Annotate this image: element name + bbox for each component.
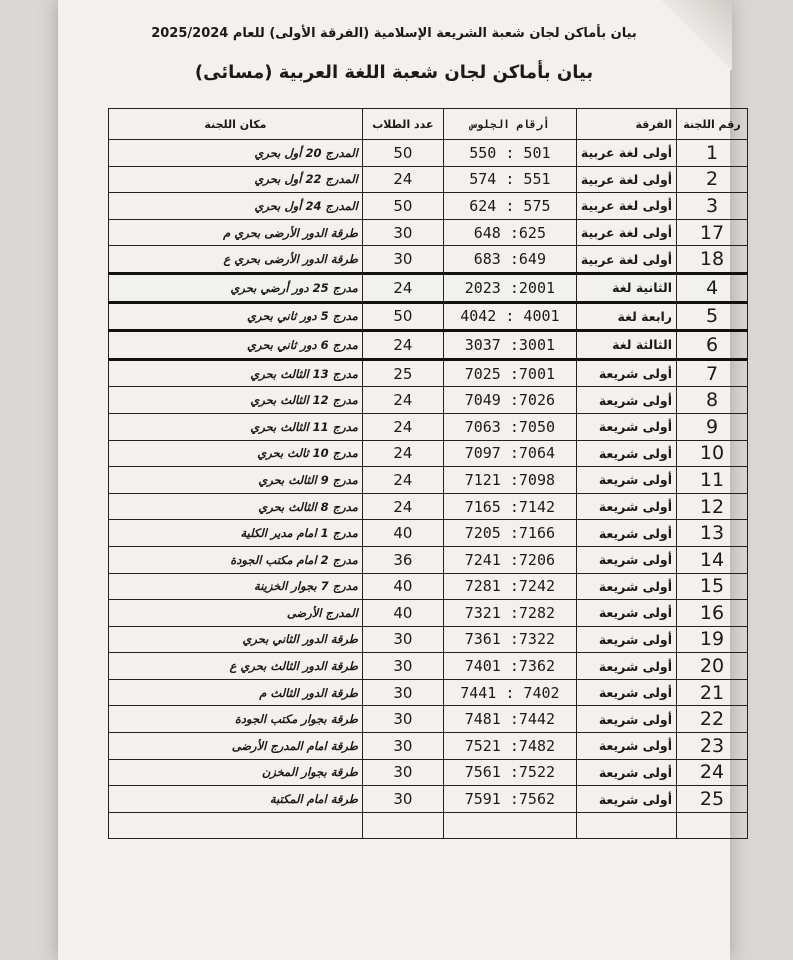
table-row	[109, 653, 748, 680]
table-row	[109, 440, 748, 467]
empty-cell	[443, 812, 576, 839]
location-cell: طرقة الدور الثالث بحري ع	[109, 653, 363, 680]
committee-number-cell: 5	[677, 302, 748, 331]
division-cell: أولى لغة عربية	[576, 166, 676, 193]
committee-number-cell: 6	[677, 331, 748, 360]
seat-numbers-cell: 7001: 7025	[443, 359, 576, 387]
col-header-division: الفرقة	[576, 109, 676, 140]
committee-number-cell: 7	[677, 359, 748, 387]
location-cell: طرقة امام المدرج الأرضى	[109, 733, 363, 760]
committee-number-cell: 9	[677, 413, 748, 440]
seat-numbers-cell: 4001 : 4042	[443, 302, 576, 331]
student-count-cell: 24	[362, 387, 443, 414]
seat-numbers-cell: 575 : 624	[443, 193, 576, 220]
committee-number-cell: 23	[677, 733, 748, 760]
table-row	[109, 413, 748, 440]
location-cell: طرقة الدور الثالث م	[109, 679, 363, 706]
table-row	[109, 626, 748, 653]
committee-number-cell: 24	[677, 759, 748, 786]
table-row	[109, 520, 748, 547]
location-cell: مدرج 9 الثالث بحري	[109, 467, 363, 494]
table-row	[109, 166, 748, 193]
student-count-cell: 30	[362, 626, 443, 653]
document-subtitle: بيان بأماكن لجان شعبة اللغة العربية (مسائى)	[194, 62, 594, 83]
col-header-location: مكان اللجنة	[109, 109, 363, 140]
table-row	[109, 600, 748, 627]
division-cell: أولى شريعة	[576, 359, 676, 387]
division-cell: أولى لغة عربية	[576, 219, 676, 246]
location-cell: مدرج 5 دور ثاني بحري	[109, 302, 363, 331]
seat-numbers-cell: 7050: 7063	[443, 413, 576, 440]
committee-number-cell: 15	[677, 573, 748, 600]
division-cell: أولى لغة عربية	[576, 246, 676, 274]
col-header-committee-number: رقم اللجنة	[677, 109, 748, 140]
division-cell: أولى شريعة	[576, 440, 676, 467]
student-count-cell: 50	[362, 140, 443, 167]
table-header-row	[109, 109, 748, 140]
table-row	[109, 193, 748, 220]
division-cell: أولى شريعة	[576, 733, 676, 760]
division-cell: أولى شريعة	[576, 759, 676, 786]
location-cell: المدرج 22 أول بحري	[109, 166, 363, 193]
seat-numbers-cell: 7206: 7241	[443, 546, 576, 573]
seat-numbers-cell: 7242: 7281	[443, 573, 576, 600]
division-cell: أولى شريعة	[576, 573, 676, 600]
committee-number-cell: 17	[677, 219, 748, 246]
division-cell: أولى شريعة	[576, 600, 676, 627]
table-row	[109, 733, 748, 760]
seat-numbers-cell: 7522: 7561	[443, 759, 576, 786]
committee-number-cell: 13	[677, 520, 748, 547]
committee-number-cell: 10	[677, 440, 748, 467]
division-cell: رابعة لغة	[576, 302, 676, 331]
location-cell: طرقة بجوار المخزن	[109, 759, 363, 786]
table-row	[109, 546, 748, 573]
student-count-cell: 30	[362, 246, 443, 274]
table-row	[109, 467, 748, 494]
table-row	[109, 786, 748, 813]
document-title: بيان بأماكن لجان شعبة الشريعة الإسلامية (الفرقة الأولى) للعام 2025/2024	[151, 26, 637, 41]
empty-cell	[576, 812, 676, 839]
seat-numbers-cell: 7026: 7049	[443, 387, 576, 414]
table-row	[109, 246, 748, 274]
division-cell: أولى شريعة	[576, 786, 676, 813]
student-count-cell: 30	[362, 706, 443, 733]
table-row	[109, 387, 748, 414]
document-page	[58, 0, 741, 960]
committee-number-cell: 4	[677, 273, 748, 302]
location-cell: طرقة الدور الأرضى بحري ع	[109, 246, 363, 274]
committee-number-cell: 8	[677, 387, 748, 414]
student-count-cell: 50	[362, 193, 443, 220]
location-cell: طرقة بجوار مكتب الجودة	[109, 706, 363, 733]
empty-cell	[677, 812, 748, 839]
location-cell: مدرج 10 ثالث بحري	[109, 440, 363, 467]
division-cell: أولى شريعة	[576, 520, 676, 547]
seat-numbers-cell: 7064: 7097	[443, 440, 576, 467]
student-count-cell: 24	[362, 467, 443, 494]
location-cell: مدرج 7 بجوار الخزينة	[109, 573, 363, 600]
location-cell: مدرج 2 امام مكتب الجودة	[109, 546, 363, 573]
seat-numbers-cell: 2001: 2023	[443, 273, 576, 302]
seat-numbers-cell: 7282: 7321	[443, 600, 576, 627]
student-count-cell: 50	[362, 302, 443, 331]
empty-cell	[362, 812, 443, 839]
student-count-cell: 25	[362, 359, 443, 387]
division-cell: أولى شريعة	[576, 706, 676, 733]
division-cell: أولى شريعة	[576, 387, 676, 414]
table-row	[109, 331, 748, 360]
student-count-cell: 30	[362, 653, 443, 680]
seat-numbers-cell: 501 : 550	[443, 140, 576, 167]
student-count-cell: 30	[362, 733, 443, 760]
empty-row	[109, 812, 748, 839]
committee-number-cell: 19	[677, 626, 748, 653]
seat-numbers-cell: 551 : 574	[443, 166, 576, 193]
committee-number-cell: 11	[677, 467, 748, 494]
location-cell: مدرج 6 دور ثاني بحري	[109, 331, 363, 360]
table-row	[109, 219, 748, 246]
location-cell: مدرج 25 دور أرضي بحري	[109, 273, 363, 302]
committee-number-cell: 16	[677, 600, 748, 627]
table-row	[109, 359, 748, 387]
table-row	[109, 302, 748, 331]
committee-number-cell: 1	[677, 140, 748, 167]
committee-number-cell: 12	[677, 493, 748, 520]
division-cell: أولى شريعة	[576, 467, 676, 494]
seat-numbers-cell: 7098: 7121	[443, 467, 576, 494]
seat-numbers-cell: 7166: 7205	[443, 520, 576, 547]
col-header-student-count: عدد الطلاب	[362, 109, 443, 140]
seat-numbers-cell: 3001: 3037	[443, 331, 576, 360]
seat-numbers-cell: 7362: 7401	[443, 653, 576, 680]
location-cell: طرقة الدور الأرضى بحري م	[109, 219, 363, 246]
location-cell: طرقة امام المكتبة	[109, 786, 363, 813]
committee-number-cell: 3	[677, 193, 748, 220]
committee-number-cell: 2	[677, 166, 748, 193]
col-header-seat-numbers: أرقام الجلوس	[443, 109, 576, 140]
location-cell: مدرج 13 الثالث بحري	[109, 359, 363, 387]
student-count-cell: 40	[362, 600, 443, 627]
location-cell: المدرج 24 أول بحري	[109, 193, 363, 220]
division-cell: أولى شريعة	[576, 493, 676, 520]
student-count-cell: 30	[362, 219, 443, 246]
student-count-cell: 24	[362, 413, 443, 440]
student-count-cell: 30	[362, 679, 443, 706]
seat-numbers-cell: 7142: 7165	[443, 493, 576, 520]
division-cell: الثانية لغة	[576, 273, 676, 302]
committees-table	[108, 108, 748, 839]
student-count-cell: 24	[362, 440, 443, 467]
division-cell: أولى لغة عربية	[576, 140, 676, 167]
table-row	[109, 493, 748, 520]
location-cell: طرقة الدور الثاني بحري	[109, 626, 363, 653]
seat-numbers-cell: 649: 683	[443, 246, 576, 274]
committee-number-cell: 22	[677, 706, 748, 733]
committee-number-cell: 25	[677, 786, 748, 813]
location-cell: مدرج 1 امام مدير الكلية	[109, 520, 363, 547]
seat-numbers-cell: 7442: 7481	[443, 706, 576, 733]
student-count-cell: 40	[362, 573, 443, 600]
student-count-cell: 24	[362, 493, 443, 520]
committee-number-cell: 20	[677, 653, 748, 680]
table-row	[109, 573, 748, 600]
student-count-cell: 30	[362, 786, 443, 813]
table-row	[109, 759, 748, 786]
student-count-cell: 24	[362, 166, 443, 193]
student-count-cell: 40	[362, 520, 443, 547]
seat-numbers-cell: 7482: 7521	[443, 733, 576, 760]
location-cell: مدرج 11 الثالث بحري	[109, 413, 363, 440]
seat-numbers-cell: 7322: 7361	[443, 626, 576, 653]
committee-number-cell: 14	[677, 546, 748, 573]
committee-number-cell: 21	[677, 679, 748, 706]
division-cell: الثالثة لغة	[576, 331, 676, 360]
table-row	[109, 679, 748, 706]
seat-numbers-cell: 625: 648	[443, 219, 576, 246]
division-cell: أولى شريعة	[576, 679, 676, 706]
location-cell: مدرج 8 الثالث بحري	[109, 493, 363, 520]
committee-number-cell: 18	[677, 246, 748, 274]
seat-numbers-cell: 7402 : 7441	[443, 679, 576, 706]
location-cell: مدرج 12 الثالث بحري	[109, 387, 363, 414]
student-count-cell: 36	[362, 546, 443, 573]
division-cell: أولى شريعة	[576, 653, 676, 680]
division-cell: أولى شريعة	[576, 413, 676, 440]
empty-cell	[109, 812, 363, 839]
table-row	[109, 273, 748, 302]
location-cell: المدرج الأرضى	[109, 600, 363, 627]
location-cell: المدرج 20 أول بحري	[109, 140, 363, 167]
student-count-cell: 24	[362, 273, 443, 302]
student-count-cell: 24	[362, 331, 443, 360]
student-count-cell: 30	[362, 759, 443, 786]
seat-numbers-cell: 7562: 7591	[443, 786, 576, 813]
division-cell: أولى لغة عربية	[576, 193, 676, 220]
table-row	[109, 140, 748, 167]
division-cell: أولى شريعة	[576, 546, 676, 573]
division-cell: أولى شريعة	[576, 626, 676, 653]
table-row	[109, 706, 748, 733]
